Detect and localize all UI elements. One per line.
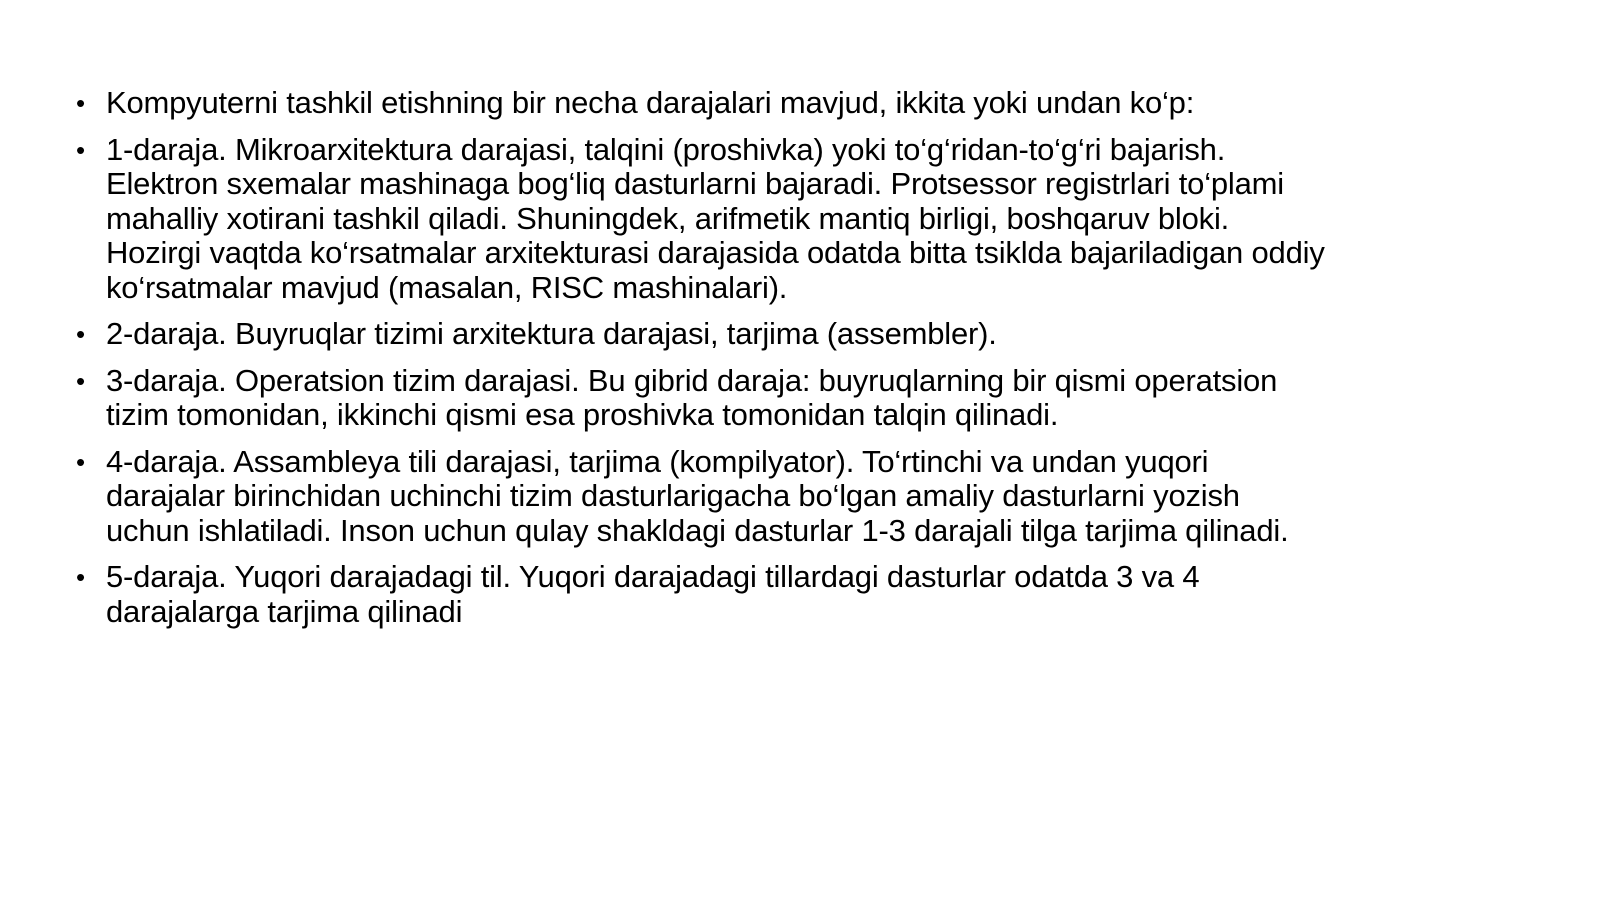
slide-body	[76, 86, 1326, 641]
bullet-item-level-1	[76, 133, 1326, 306]
bullet-item-level-5	[76, 560, 1326, 629]
bullet-text: Kompyuterni tashkil etishning bir necha darajalari mavjud, ikkita yoki undan ko‘p:	[106, 85, 1195, 120]
bullet-dot-icon: •	[76, 88, 85, 118]
bullet-text: 3-daraja. Operatsion tizim darajasi. Bu gibrid daraja: buyruqlarning bir qismi operatsion tizim tomonidan, ikkinchi qismi esa proshivka tomonidan talqin qilinadi.	[106, 362, 1278, 432]
bullet-text: 4-daraja. Assambleya tili darajasi, tarjima (kompilyator). To‘rtinchi va undan yuqori darajalar birinchidan uchinchi tizim dasturlarigacha bo‘lgan amaliy dasturlarni yozish uchun ishlatiladi. Inson uchun qulay shakldagi dasturlar 1-3 darajali tilga tarjima qilinadi.	[106, 443, 1289, 548]
bullet-item-level-4	[76, 445, 1326, 549]
bullet-dot-icon: •	[76, 365, 85, 396]
bullet-text: 1-daraja. Mikroarxitektura darajasi, talqini (proshivka) yoki to‘g‘ridan-to‘g‘ri bajarish. Elektron sxemalar mashinaga bog‘liq dasturlarni bajaradi. Protsessor registrlari to‘plami mahalliy xotirani tashkil qiladi. Shuningdek, arifmetik mantiq birligi, boshqaruv bloki. Hozirgi vaqtda ko‘rsatmalar arxitekturasi darajasida odatda bitta tsiklda bajariladigan oddiy ko‘rsatmalar mavjud (masalan, RISC mashinalari).	[106, 131, 1325, 305]
bullet-text: 2-daraja. Buyruqlar tizimi arxitektura darajasi, tarjima (assembler).	[106, 316, 997, 351]
bullet-dot-icon: •	[76, 134, 85, 165]
bullet-item-level-2	[76, 317, 1326, 352]
bullet-dot-icon: •	[76, 562, 85, 592]
bullet-list	[76, 86, 1326, 629]
bullet-text: 5-daraja. Yuqori darajadagi til. Yuqori darajadagi tillardagi dasturlar odatda 3 va 4 darajalarga tarjima qilinadi	[106, 559, 1200, 629]
bullet-item-intro	[76, 86, 1326, 121]
bullet-dot-icon: •	[76, 319, 85, 349]
bullet-dot-icon: •	[76, 446, 85, 477]
bullet-item-level-3	[76, 364, 1326, 433]
